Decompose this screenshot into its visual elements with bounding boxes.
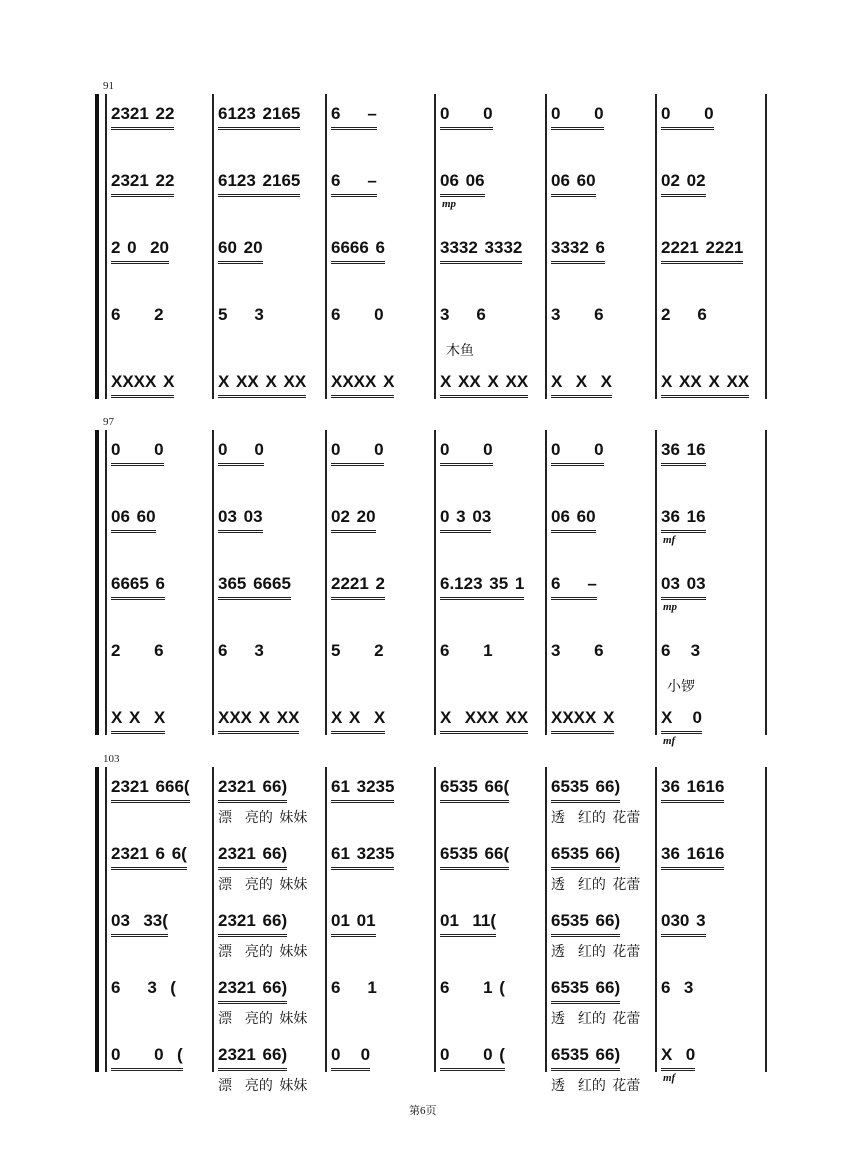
- measure-notes: XXX X XX: [218, 708, 299, 734]
- barline: [105, 94, 107, 399]
- measure-notes: 6 3: [661, 641, 701, 660]
- lyric-line: 漂 亮的 妹妹: [218, 1011, 308, 1027]
- measure-notes: 365 6665: [218, 574, 291, 600]
- measure-notes: 0 0: [440, 104, 493, 130]
- measure-notes: 61 3235: [331, 777, 394, 803]
- measure-notes: 0 0: [440, 440, 493, 466]
- barline: [545, 767, 547, 1072]
- barline: [434, 430, 436, 735]
- barline: [105, 430, 107, 735]
- measure-notes: 6 1: [440, 641, 493, 660]
- measure-notes: 6123 2165: [218, 104, 300, 130]
- barline: [212, 94, 214, 399]
- measure-notes: 6 0: [331, 305, 384, 324]
- measure-notes: X XX X XX: [218, 372, 306, 398]
- measure-notes: 06 06: [440, 171, 485, 197]
- measure-notes: 36 1616: [661, 777, 724, 803]
- barline: [434, 767, 436, 1072]
- measure-notes: 06 60: [111, 507, 156, 533]
- measure-notes: 2321 22: [111, 171, 174, 197]
- measure-notes: 3332 6: [551, 238, 605, 264]
- measure-notes: 2321 66): [218, 1045, 287, 1071]
- system-bracket: [95, 430, 99, 735]
- barline: [655, 94, 657, 399]
- measure-notes: 01 01: [331, 911, 376, 937]
- measure-notes: 2221 2: [331, 574, 385, 600]
- measure-notes: 0 0: [331, 440, 384, 466]
- measure-notes: 6 –: [331, 171, 377, 197]
- measure-notes: 03 03: [218, 507, 263, 533]
- measure-notes: 2321 66): [218, 911, 287, 937]
- lyric-line: 漂 亮的 妹妹: [218, 1078, 308, 1094]
- barline: [325, 94, 327, 399]
- measure-notes: 3332 3332: [440, 238, 522, 264]
- measure-notes: 0 0: [551, 104, 604, 130]
- measure-notes: XXXX X: [111, 372, 174, 398]
- measure-notes: 60 20: [218, 238, 263, 264]
- lyric-line: 漂 亮的 妹妹: [218, 810, 308, 826]
- measure-notes: 36 1616: [661, 844, 724, 870]
- dynamic-mark: mp: [442, 198, 457, 210]
- measure-notes: 6 3: [661, 978, 694, 997]
- measure-notes: X X X: [331, 708, 385, 734]
- measure-notes: 6123 2165: [218, 171, 300, 197]
- measure-notes: 6 3: [218, 641, 264, 660]
- measure-notes: 2221 2221: [661, 238, 743, 264]
- barline: [545, 430, 547, 735]
- measure-notes: X X X: [111, 708, 165, 734]
- barline: [655, 767, 657, 1072]
- instrument-label: 小锣: [667, 678, 695, 694]
- barline: [765, 767, 767, 1072]
- measure-notes: 2321 66): [218, 777, 287, 803]
- measure-notes: 6535 66): [551, 911, 620, 937]
- measure-notes: 0 3 03: [440, 507, 491, 533]
- measure-notes: 6535 66(: [440, 777, 509, 803]
- measure-number: 103: [103, 753, 120, 765]
- lyric-line: 透 红的 花蕾: [551, 1078, 641, 1094]
- lyric-line: 透 红的 花蕾: [551, 944, 641, 960]
- measure-notes: 6535 66): [551, 1045, 620, 1071]
- measure-notes: 2 0 20: [111, 238, 169, 264]
- lyric-line: 透 红的 花蕾: [551, 877, 641, 893]
- measure-notes: 6 1: [331, 978, 377, 997]
- barline: [325, 430, 327, 735]
- measure-notes: 6535 66): [551, 978, 620, 1004]
- measure-notes: 0 0 (: [440, 1045, 505, 1071]
- measure-notes: 6535 66(: [440, 844, 509, 870]
- measure-notes: 6.123 35 1: [440, 574, 524, 600]
- measure-notes: 0 0: [111, 440, 164, 466]
- measure-notes: 03 03: [661, 574, 706, 600]
- barline: [545, 94, 547, 399]
- barline: [325, 767, 327, 1072]
- measure-notes: 06 60: [551, 507, 596, 533]
- measure-notes: 2321 666(: [111, 777, 190, 803]
- measure-notes: 5 2: [331, 641, 384, 660]
- measure-notes: 01 11(: [440, 911, 496, 937]
- measure-notes: 0 0: [551, 440, 604, 466]
- measure-notes: X 0: [661, 708, 702, 734]
- measure-notes: 61 3235: [331, 844, 394, 870]
- measure-notes: 36 16: [661, 440, 706, 466]
- barline: [105, 767, 107, 1072]
- lyric-line: 漂 亮的 妹妹: [218, 944, 308, 960]
- system-bracket: [95, 94, 99, 399]
- measure-notes: 6535 66): [551, 777, 620, 803]
- measure-notes: X X X: [551, 372, 612, 398]
- measure-notes: 02 02: [661, 171, 706, 197]
- measure-notes: 0 0: [661, 104, 714, 130]
- measure-notes: 030 3: [661, 911, 706, 937]
- measure-notes: 6666 6: [331, 238, 385, 264]
- measure-notes: X XX X XX: [661, 372, 749, 398]
- dynamic-mark: mp: [663, 601, 678, 613]
- lyric-line: 透 红的 花蕾: [551, 810, 641, 826]
- measure-notes: 6665 6: [111, 574, 165, 600]
- measure-notes: 6 1 (: [440, 978, 505, 997]
- measure-notes: XXXX X: [551, 708, 614, 734]
- measure-notes: 3 6: [551, 641, 604, 660]
- dynamic-mark: mf: [663, 1072, 676, 1084]
- measure-notes: 2321 22: [111, 104, 174, 130]
- measure-notes: 3 6: [551, 305, 604, 324]
- measure-notes: 0 0: [218, 440, 264, 466]
- measure-notes: 0 0 (: [111, 1045, 183, 1071]
- measure-notes: 2 6: [111, 641, 164, 660]
- barline: [765, 94, 767, 399]
- measure-number: 97: [103, 416, 114, 428]
- lyric-line: 漂 亮的 妹妹: [218, 877, 308, 893]
- measure-notes: XXXX X: [331, 372, 394, 398]
- barline: [765, 430, 767, 735]
- measure-notes: X XXX XX: [440, 708, 528, 734]
- measure-notes: X XX X XX: [440, 372, 528, 398]
- measure-notes: 6 –: [331, 104, 377, 130]
- measure-notes: 6 –: [551, 574, 597, 600]
- measure-notes: 6535 66): [551, 844, 620, 870]
- measure-notes: 2321 66): [218, 844, 287, 870]
- instrument-label: 木鱼: [446, 342, 474, 358]
- measure-notes: 02 20: [331, 507, 376, 533]
- measure-notes: 36 16: [661, 507, 706, 533]
- measure-notes: 03 33(: [111, 911, 168, 937]
- page-number: 第6页: [409, 1105, 437, 1117]
- barline: [212, 767, 214, 1072]
- measure-notes: 6 3 (: [111, 978, 176, 997]
- measure-notes: 5 3: [218, 305, 264, 324]
- measure-notes: 2321 6 6(: [111, 844, 187, 870]
- measure-notes: 3 6: [440, 305, 486, 324]
- measure-notes: 6 2: [111, 305, 164, 324]
- measure-notes: 2321 66): [218, 978, 287, 1004]
- barline: [655, 430, 657, 735]
- system-bracket: [95, 767, 99, 1072]
- barline: [212, 430, 214, 735]
- lyric-line: 透 红的 花蕾: [551, 1011, 641, 1027]
- measure-notes: 06 60: [551, 171, 596, 197]
- measure-notes: X 0: [661, 1045, 695, 1071]
- measure-number: 91: [103, 80, 114, 92]
- dynamic-mark: mf: [663, 534, 676, 546]
- measure-notes: 0 0: [331, 1045, 370, 1071]
- measure-notes: 2 6: [661, 305, 707, 324]
- barline: [434, 94, 436, 399]
- dynamic-mark: mf: [663, 735, 676, 747]
